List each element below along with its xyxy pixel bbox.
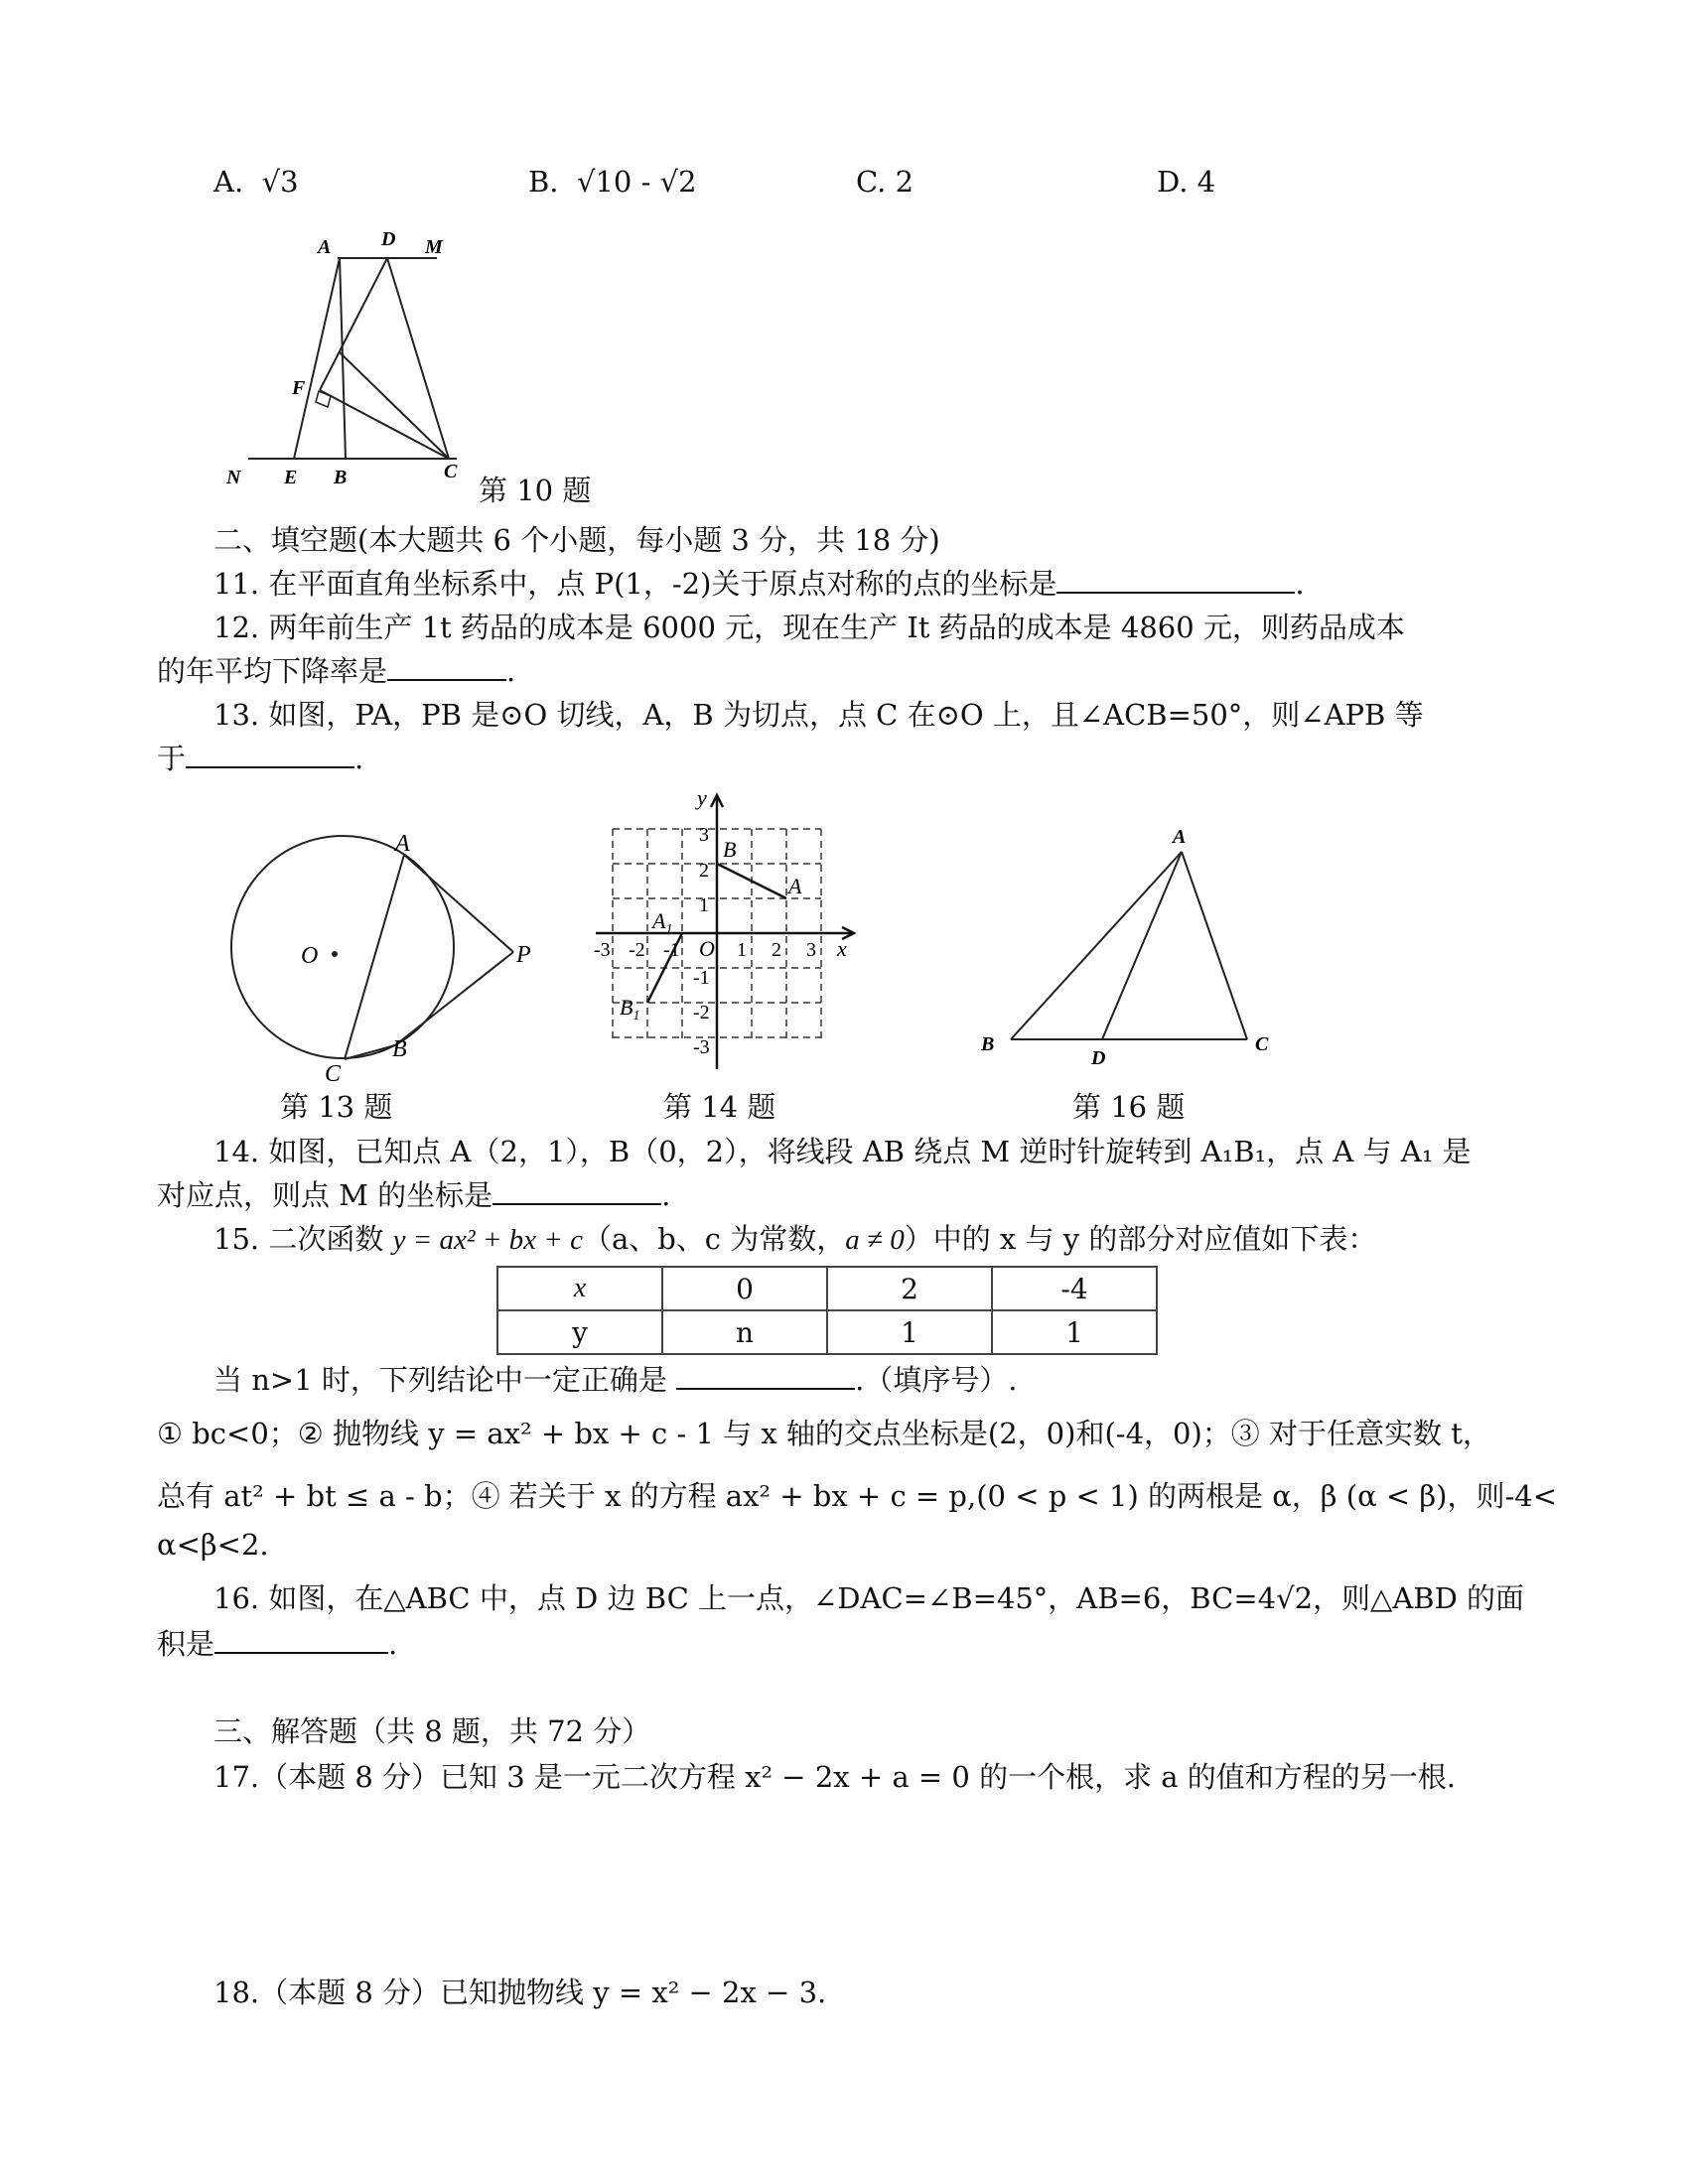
fig16-caption: 第 16 题 — [1072, 1090, 1186, 1124]
fig14-label-b1: $B_1$ — [620, 995, 640, 1024]
table-cell: 2 — [827, 1267, 992, 1310]
table-cell: n — [662, 1310, 827, 1354]
question-15-line1: 15. 二次函数 y = ax² + bx + c（a、b、c 为常数，a ≠ 0）中的 x 与 y 的部分对应值如下表： — [213, 1222, 1377, 1256]
question-17: 17.（本题 8 分）已知 3 是一元二次方程 x² − 2x + a = 0 的一个根，求 a 的值和方程的另一根. — [213, 1760, 1457, 1794]
q16-answer-blank[interactable] — [214, 1622, 388, 1654]
fig10-label-e: E — [284, 467, 298, 488]
q10-option-b: B. √10 - √2 — [528, 165, 697, 199]
q11-answer-blank[interactable] — [1056, 562, 1295, 594]
fig16-label-c: C — [1255, 1033, 1269, 1055]
fig14-tick-y-2: 2 — [699, 860, 709, 882]
q15-answer-blank[interactable] — [676, 1358, 855, 1390]
fig14-label-x: x — [837, 936, 847, 961]
fig10-label-m: M — [425, 236, 443, 258]
fig14-tick-y-neg1: -1 — [693, 967, 710, 989]
q15-value-table — [496, 1266, 1158, 1355]
question-13-line1: 13. 如图，PA，PB 是⊙O 切线，A，B 为切点，点 C 在⊙O 上，且∠ACB=50°，则∠APB 等 — [213, 698, 1424, 732]
fig16-label-d: D — [1091, 1047, 1106, 1069]
fig14-tick-x-neg2: -2 — [629, 939, 645, 961]
table-cell: y — [497, 1310, 662, 1354]
question-18: 18.（本题 8 分）已知抛物线 y = x² − 2x − 3. — [213, 1976, 827, 2009]
table-cell: 1 — [992, 1310, 1157, 1354]
fig16-label-a: A — [1173, 826, 1187, 848]
fig14-label-a1: $A_1$ — [652, 908, 673, 937]
question-15-line4: 总有 at² + bt ≤ a - b；④ 若关于 x 的方程 ax² + bx + c = p,(0 < p < 1) 的两根是 α，β (α < β)，则-4< — [157, 1479, 1558, 1513]
fig14-tick-x-2: 2 — [772, 939, 781, 961]
fig16-label-b: B — [981, 1033, 995, 1055]
fig14-tick-x-3: 3 — [806, 939, 816, 961]
table-cell: x — [497, 1267, 662, 1310]
fig13-label-p: P — [516, 942, 531, 968]
fig14-label-a: A — [788, 874, 802, 898]
question-15-line3: ① bc<0；② 抛物线 y = ax² + bx + c - 1 与 x 轴的交点坐标是(2，0)和(-4，0)；③ 对于任意实数 t， — [157, 1417, 1491, 1450]
fig14-tick-x-neg3: -3 — [594, 939, 611, 961]
fig10-label-f: F — [292, 377, 306, 399]
fig14-label-y: y — [697, 789, 707, 810]
question-14-line2: 对应点，则点 M 的坐标是 . — [157, 1173, 670, 1214]
fig13-label-o: O — [301, 943, 319, 969]
fig14-tick-x-1: 1 — [737, 939, 747, 961]
figure-13 — [218, 824, 556, 1087]
fig13-label-a: A — [395, 831, 410, 857]
question-16-line2: 积是 . — [157, 1622, 397, 1663]
fig10-label-d: D — [381, 228, 396, 250]
fig10-label-b: B — [334, 467, 348, 488]
q13-answer-blank[interactable] — [186, 737, 354, 768]
question-12-line1: 12. 两年前生产 1t 药品的成本是 6000 元，现在生产 It 药品的成本是 4860 元，则药品成本 — [213, 611, 1405, 644]
fig14-label-b: B — [723, 837, 737, 862]
table-row — [497, 1310, 1157, 1354]
figure-14 — [586, 789, 874, 1077]
fig13-label-b: B — [392, 1036, 407, 1062]
question-16-line1: 16. 如图，在△ABC 中，点 D 边 BC 上一点，∠DAC=∠B=45°，AB=6，BC=4√2，则△ABD 的面 — [213, 1581, 1525, 1615]
q12-answer-blank[interactable] — [387, 649, 506, 681]
question-15-line2: 当 n>1 时，下列结论中一定正确是 .（填序号）. — [213, 1358, 1018, 1399]
fig14-caption: 第 14 题 — [663, 1090, 776, 1124]
fig14-tick-x-neg1: -1 — [663, 939, 680, 961]
figure-16 — [973, 819, 1291, 1072]
q10-option-c: C. 2 — [856, 165, 914, 199]
table-cell: -4 — [992, 1267, 1157, 1310]
fig10-label-n: N — [226, 467, 241, 488]
question-12-line2: 的年平均下降率是 . — [157, 649, 515, 690]
table-row — [497, 1267, 1157, 1310]
figure-10 — [218, 223, 477, 496]
question-13-line2: 于 . — [157, 737, 363, 777]
fig14-tick-y-1: 1 — [699, 894, 709, 916]
q10-option-d: D. 4 — [1157, 165, 1216, 199]
question-14-line1: 14. 如图，已知点 A（2，1），B（0，2），将线段 AB 绕点 M 逆时针旋转到 A₁B₁，点 A 与 A₁ 是 — [213, 1135, 1472, 1168]
fig14-tick-y-neg2: -2 — [693, 1002, 710, 1024]
section2-heading: 二、填空题(本大题共 6 个小题，每小题 3 分，共 18 分) — [213, 523, 940, 557]
fig14-label-o: O — [699, 936, 715, 961]
question-15-line5: α<β<2. — [157, 1528, 269, 1562]
fig13-caption: 第 13 题 — [280, 1090, 393, 1124]
fig10-label-a: A — [318, 236, 332, 258]
fig10-label-c: C — [444, 461, 458, 482]
q14-answer-blank[interactable] — [492, 1173, 661, 1205]
fig14-tick-y-neg3: -3 — [693, 1036, 710, 1058]
q10-option-a: A. √3 — [213, 165, 299, 199]
fig14-tick-y-3: 3 — [699, 824, 709, 846]
section3-heading: 三、解答题（共 8 题，共 72 分） — [213, 1714, 651, 1748]
table-cell: 1 — [827, 1310, 992, 1354]
question-11: 11. 在平面直角坐标系中，点 P(1，-2)关于原点对称的点的坐标是 . — [213, 562, 1305, 603]
fig13-label-c: C — [325, 1061, 342, 1087]
table-cell: 0 — [662, 1267, 827, 1310]
fig10-caption: 第 10 题 — [479, 474, 592, 507]
